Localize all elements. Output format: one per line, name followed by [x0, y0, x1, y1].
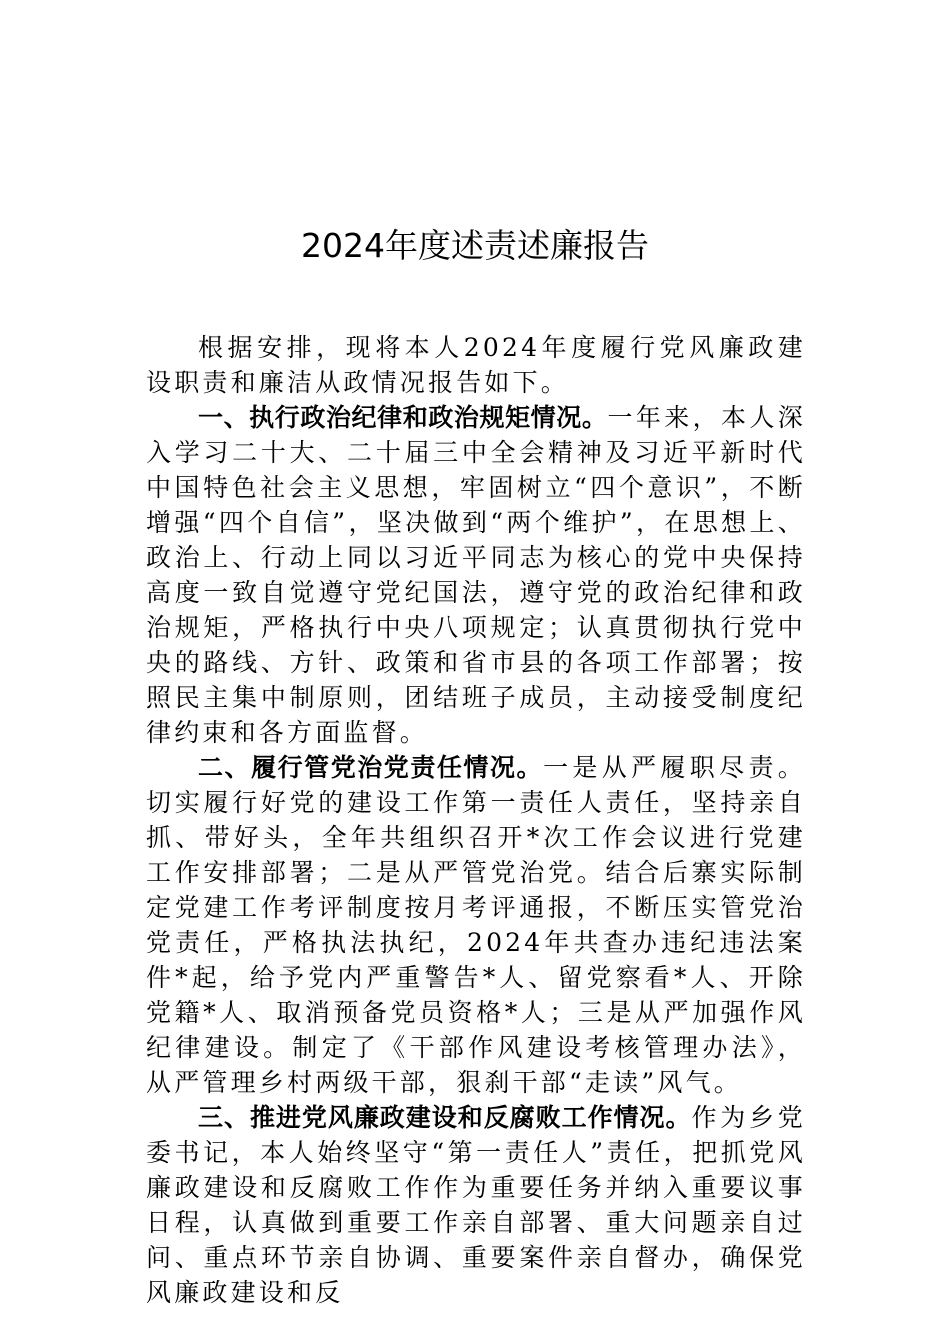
section-heading: 三、推进党风廉政建设和反腐败工作情况。	[198, 1103, 692, 1132]
paragraph-text: 一年来，本人深入学习二十大、二十届三中全会精神及习近平新时代中国特色社会主义思想，牢固树立“四个意识”，不断增强“四个自信”，坚决做到“两个维护”，在思想上、政治上、行动上同以习近平同志为核心的党中央保持高度一致自觉遵守党纪国法，遵守党的政治纪律和政治规矩，严格执行中央八项规定；认真贯彻执行党中央的路线、方针、政策和省市县的各项工作部署；按照民主集中制原则，团结班子成员，主动接受制度纪律约束和各方面监督。	[146, 403, 806, 747]
section-heading: 一、执行政治纪律和政治规矩情况。	[198, 403, 608, 432]
paragraph-intro	[146, 330, 806, 400]
page-title: 2024年度述责述廉报告	[301, 226, 649, 265]
section-heading: 二、履行管党治党责任情况。	[198, 753, 544, 782]
paragraph-text: 根据安排，现将本人2024年度履行党风廉政建设职责和廉洁从政情况报告如下。	[146, 333, 806, 397]
paragraph-text: 作为乡党委书记，本人始终坚守“第一责任人”责任，把抓党风廉政建设和反腐败工作作为重要任务并纳入重要议事日程，认真做到重要工作亲自部署、重大问题亲自过问、重点环节亲自协调、重要案件亲自督办，确保党风廉政建设和反	[146, 1103, 806, 1307]
paragraph-text: 一是从严履职尽责。切实履行好党的建设工作第一责任人责任，坚持亲自抓、带好头，全年共组织召开*次工作会议进行党建工作安排部署；二是从严管党治党。结合后寨实际制定党建工作考评制度按月考评通报，不断压实管党治党责任，严格执法执纪，2024年共查办违纪违法案件*起，给予党内严重警告*人、留党察看*人、开除党籍*人、取消预备党员资格*人；三是从严加强作风纪律建设。制定了《干部作风建设考核管理办法》，从严管理乡村两级干部，狠刹干部“走读”风气。	[146, 753, 807, 1097]
paragraph-section-2	[146, 750, 806, 1100]
paragraph-section-3	[146, 1100, 806, 1310]
document-body	[146, 330, 806, 1310]
paragraph-section-1	[146, 400, 806, 750]
